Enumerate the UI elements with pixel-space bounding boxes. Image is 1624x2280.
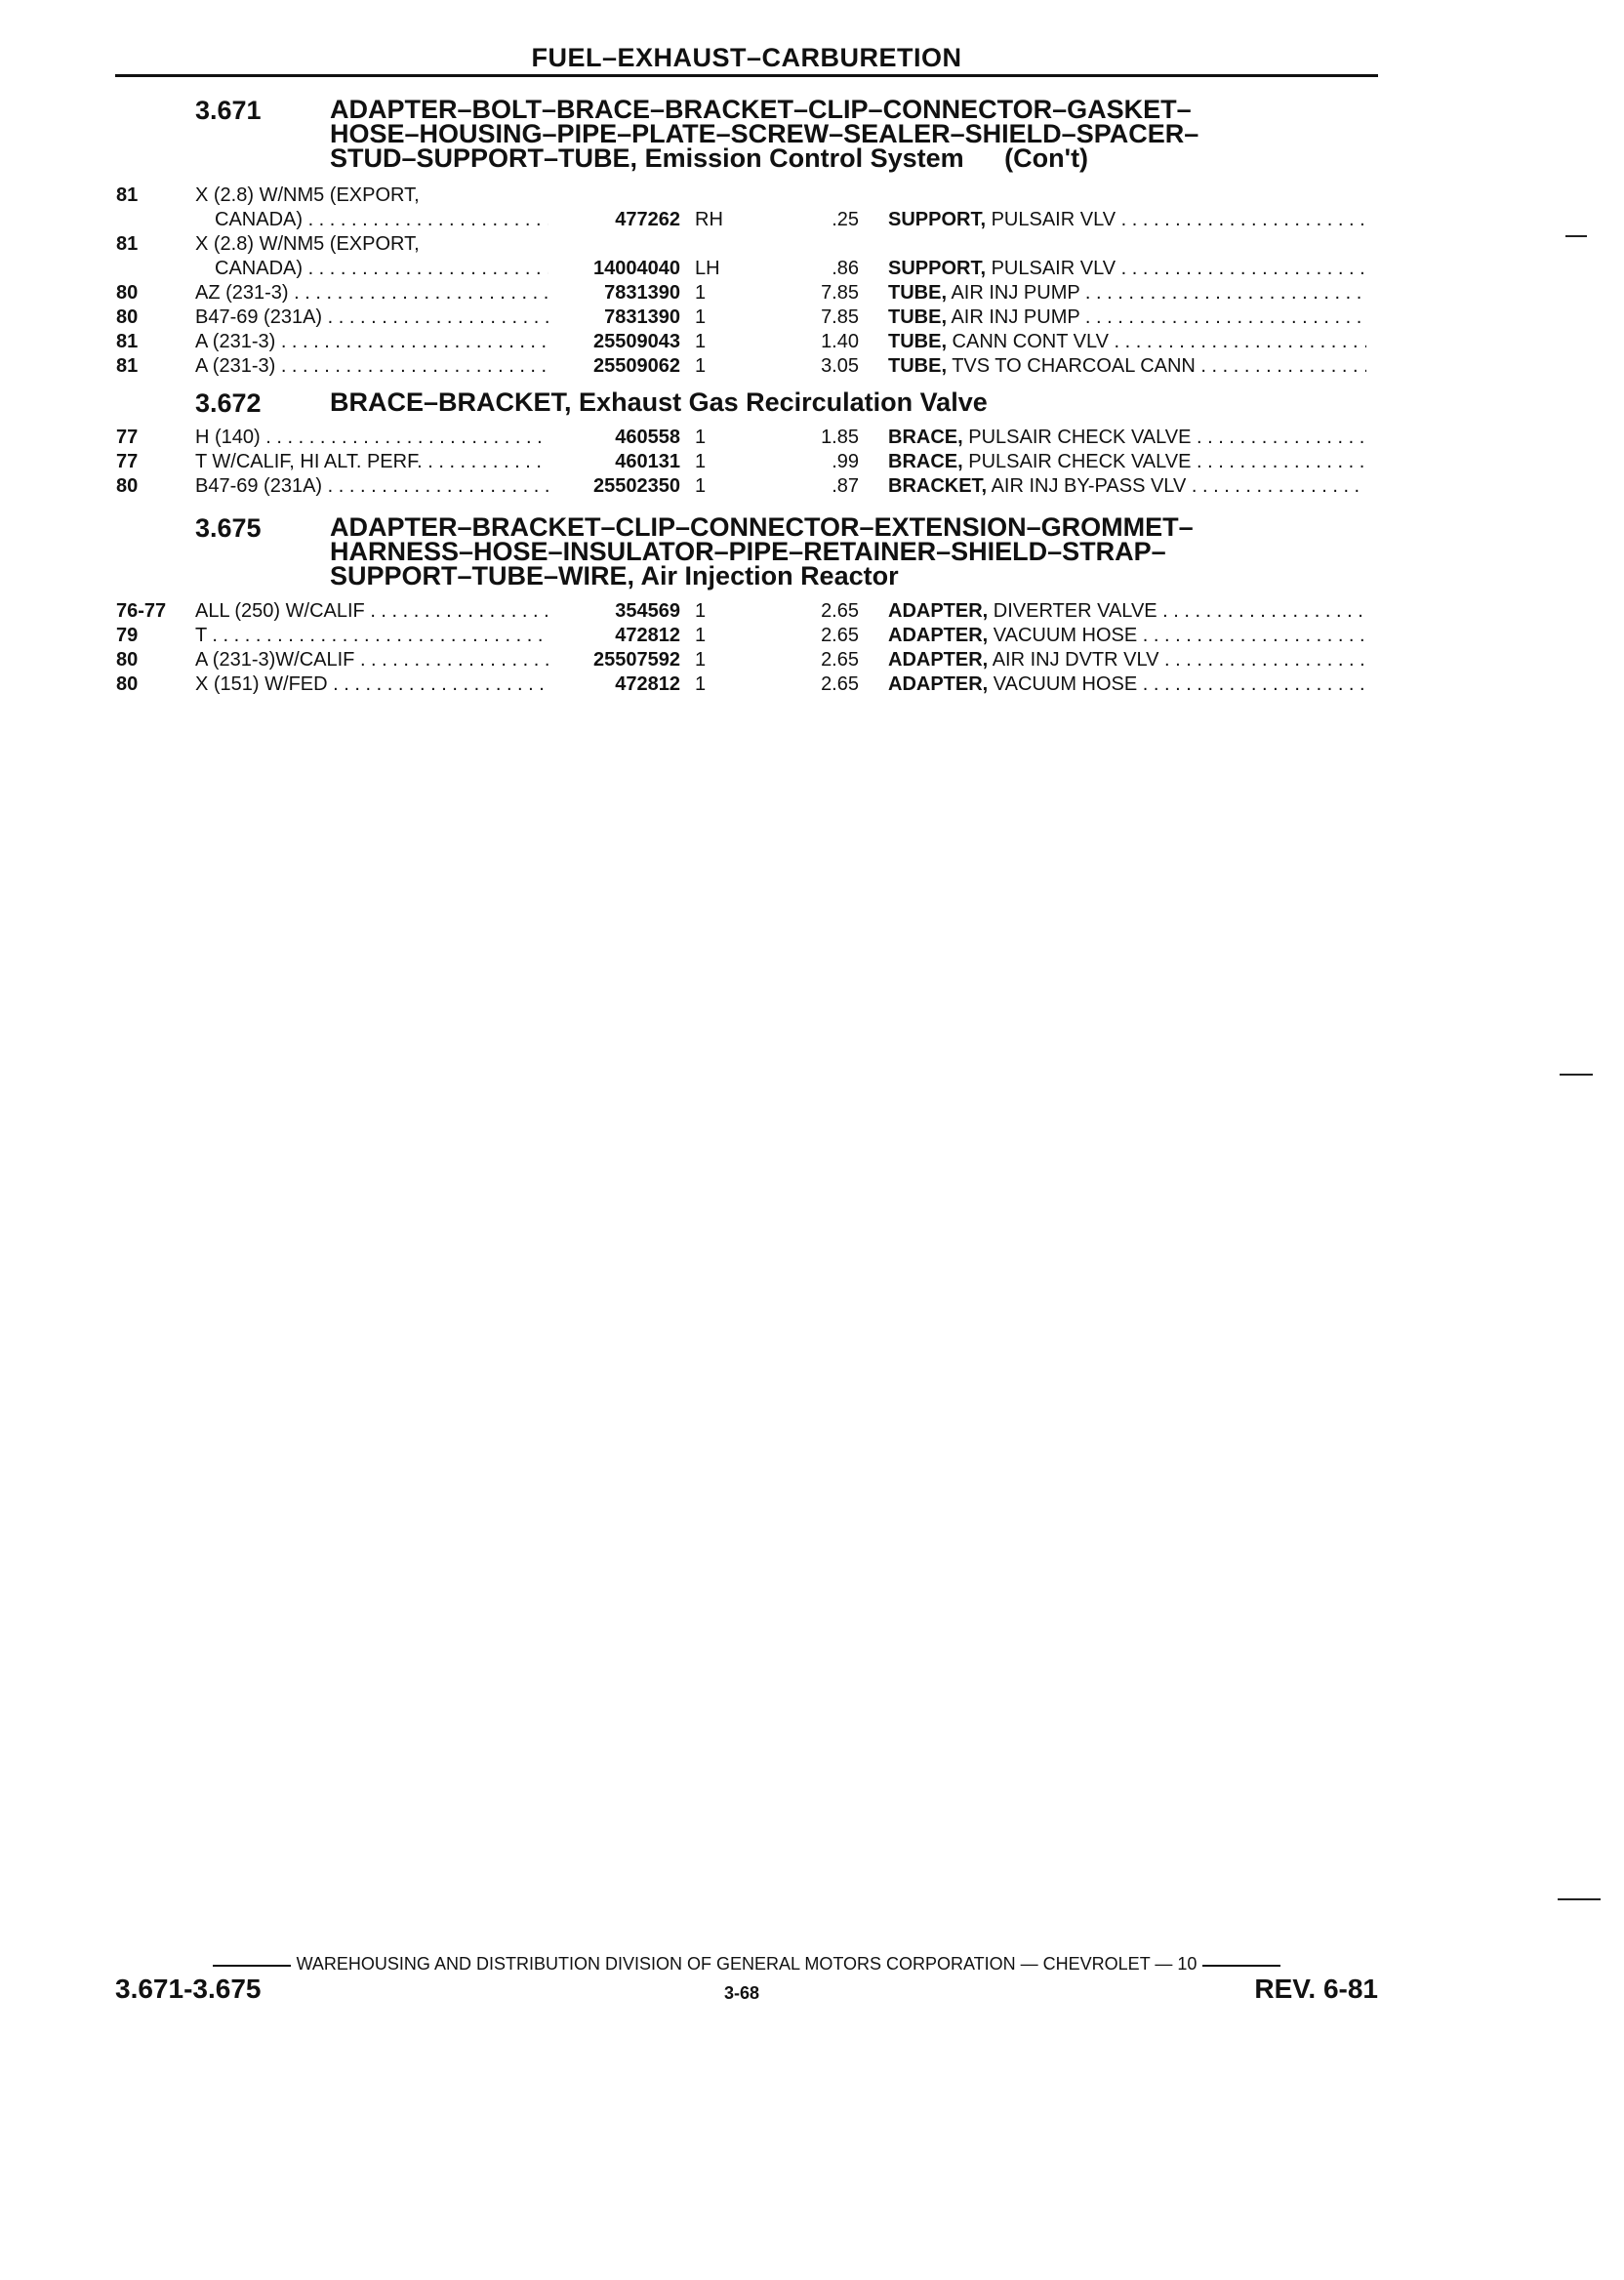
- part-detail: PULSAIR CHECK VALVE . . .: [963, 451, 1366, 472]
- part-number: 25507592: [593, 649, 680, 671]
- price: .86: [832, 258, 859, 279]
- part-detail: PULSAIR VLV . . .: [986, 209, 1366, 230]
- quantity: 1: [695, 649, 707, 671]
- table-row: [0, 305, 1624, 330]
- price: 2.65: [821, 649, 859, 671]
- quantity: 1: [695, 331, 707, 352]
- model-year: 77: [116, 451, 139, 472]
- section-title: [330, 95, 1355, 173]
- table-row: [0, 257, 1624, 281]
- section-title-caps: BRACE–BRACKET,: [330, 387, 572, 417]
- part-detail: PULSAIR CHECK VALVE . . .: [963, 427, 1366, 448]
- section-number: 3.672: [195, 388, 262, 418]
- part-type: BRACKET,: [888, 475, 988, 497]
- application-desc: ALL (250) W/CALIF . . .: [195, 599, 548, 624]
- price: 2.65: [821, 600, 859, 622]
- model-year: 79: [116, 625, 139, 646]
- table-row: [0, 426, 1624, 450]
- application-desc-cont: CANADA) . . .: [195, 208, 548, 232]
- application-desc: A (231-3) . . .: [195, 330, 548, 354]
- table-row: [0, 183, 1624, 208]
- model-year: 80: [116, 673, 139, 695]
- part-detail: AIR INJ PUMP . . .: [947, 282, 1366, 304]
- part-type: ADAPTER,: [888, 600, 989, 622]
- section-title: [330, 512, 1355, 590]
- part-detail: TVS TO CHARCOAL CANN . . .: [947, 355, 1366, 377]
- section-title-subject: Emission Control System: [644, 143, 964, 173]
- part-description: [888, 648, 1366, 672]
- part-description: [888, 624, 1366, 648]
- quantity: 1: [695, 355, 707, 377]
- edge-mark: [1560, 1074, 1593, 1076]
- part-description: [888, 330, 1366, 354]
- part-number: 472812: [615, 673, 680, 695]
- part-number: 25509062: [593, 355, 680, 377]
- section-title-caps: SUPPORT–TUBE–WIRE,: [330, 561, 635, 590]
- price: 2.65: [821, 625, 859, 646]
- footer-rule-right: [1202, 1965, 1280, 1967]
- model-year: 80: [116, 282, 139, 304]
- model-year: 81: [116, 355, 139, 377]
- application-desc: T . . .: [195, 624, 548, 648]
- part-number: 25509043: [593, 331, 680, 352]
- section-title-line: ADAPTER–BRACKET–CLIP–CONNECTOR–EXTENSION–GROMMET–: [330, 512, 1194, 542]
- quantity: 1: [695, 282, 707, 304]
- quantity: 1: [695, 306, 707, 328]
- part-detail: AIR INJ BY-PASS VLV . . .: [987, 475, 1366, 497]
- part-description: [888, 305, 1366, 330]
- application-desc: X (2.8) W/NM5 (EXPORT,: [195, 233, 420, 255]
- part-detail: CANN CONT VLV . . .: [947, 331, 1366, 352]
- part-detail: VACUUM HOSE . . .: [988, 625, 1366, 646]
- edge-mark: [1558, 1898, 1601, 1900]
- table-row: [0, 599, 1624, 624]
- part-number: 460131: [615, 451, 680, 472]
- part-description: [888, 281, 1366, 305]
- model-year: 81: [116, 184, 139, 206]
- table-row: [0, 624, 1624, 648]
- footer-page-number: 3-68: [723, 1983, 760, 2003]
- section-number: 3.675: [195, 513, 262, 543]
- part-description: [888, 450, 1366, 474]
- price: .25: [832, 209, 859, 230]
- quantity: RH: [695, 209, 723, 230]
- part-detail: VACUUM HOSE . . .: [988, 673, 1366, 695]
- part-type: TUBE,: [888, 306, 947, 328]
- part-number: 14004040: [593, 258, 680, 279]
- quantity: 1: [695, 600, 707, 622]
- part-type: BRACE,: [888, 427, 963, 448]
- part-type: ADAPTER,: [888, 649, 989, 671]
- table-row: [0, 354, 1624, 379]
- section-title-line: [330, 387, 1355, 417]
- quantity: LH: [695, 258, 720, 279]
- price: 2.65: [821, 673, 859, 695]
- table-row: [0, 330, 1624, 354]
- section-title-line: ADAPTER–BOLT–BRACE–BRACKET–CLIP–CONNECTOR–GASKET–: [330, 95, 1192, 124]
- section-title-caps: STUD–SUPPORT–TUBE,: [330, 143, 638, 173]
- quantity: 1: [695, 673, 707, 695]
- table-row: [0, 450, 1624, 474]
- edge-mark: [1565, 235, 1587, 237]
- price: 7.85: [821, 306, 859, 328]
- part-description: [888, 426, 1366, 450]
- price: .87: [832, 475, 859, 497]
- application-desc: AZ (231-3) . . .: [195, 281, 548, 305]
- application-desc: A (231-3)W/CALIF . . .: [195, 648, 548, 672]
- model-year: 77: [116, 427, 139, 448]
- part-detail: AIR INJ PUMP . . .: [947, 306, 1366, 328]
- part-type: TUBE,: [888, 282, 947, 304]
- part-type: ADAPTER,: [888, 625, 989, 646]
- footer-rule-left: [213, 1965, 291, 1967]
- model-year: 80: [116, 649, 139, 671]
- part-type: TUBE,: [888, 331, 947, 352]
- price: 3.05: [821, 355, 859, 377]
- continued-label: (Con't): [1004, 143, 1089, 173]
- application-desc: X (2.8) W/NM5 (EXPORT,: [195, 184, 420, 206]
- part-description: [888, 474, 1366, 499]
- application-desc-cont: CANADA) . . .: [195, 257, 548, 281]
- section-title-line: [330, 561, 1355, 590]
- table-row: [0, 474, 1624, 499]
- part-type: TUBE,: [888, 355, 947, 377]
- price: 7.85: [821, 282, 859, 304]
- part-detail: AIR INJ DVTR VLV . . .: [988, 649, 1366, 671]
- part-type: ADAPTER,: [888, 673, 989, 695]
- page-header: FUEL–EXHAUST–CARBURETION: [531, 43, 962, 72]
- header-rule: [115, 74, 1378, 77]
- part-description: [888, 672, 1366, 697]
- application-desc: X (151) W/FED . . .: [195, 672, 548, 697]
- part-number: 460558: [615, 427, 680, 448]
- application-desc: T W/CALIF, HI ALT. PERF. . . .: [195, 450, 548, 474]
- section-title-line: [330, 143, 1355, 173]
- model-year: 80: [116, 306, 139, 328]
- part-type: SUPPORT,: [888, 209, 987, 230]
- model-year: 81: [116, 233, 139, 255]
- section-title-line: HOSE–HOUSING–PIPE–PLATE–SCREW–SEALER–SHIELD–SPACER–: [330, 119, 1199, 148]
- table-row: [0, 281, 1624, 305]
- price: 1.40: [821, 331, 859, 352]
- price: .99: [832, 451, 859, 472]
- model-year: 76-77: [116, 600, 167, 622]
- section-title-subject: Exhaust Gas Recirculation Valve: [579, 387, 988, 417]
- section-number: 3.671: [195, 96, 262, 125]
- price: 1.85: [821, 427, 859, 448]
- part-number: 472812: [615, 625, 680, 646]
- section-title-line: HARNESS–HOSE–INSULATOR–PIPE–RETAINER–SHIELD–STRAP–: [330, 537, 1166, 566]
- footer-revision: REV. 6-81: [1254, 1974, 1378, 2004]
- part-type: SUPPORT,: [888, 258, 987, 279]
- part-detail: PULSAIR VLV . . .: [986, 258, 1366, 279]
- part-description: [888, 208, 1366, 232]
- table-row: [0, 208, 1624, 232]
- part-description: [888, 257, 1366, 281]
- quantity: 1: [695, 475, 707, 497]
- footer-section-range: 3.671-3.675: [115, 1974, 262, 2004]
- model-year: 81: [116, 331, 139, 352]
- quantity: 1: [695, 427, 707, 448]
- section-title-subject: Air Injection Reactor: [640, 561, 899, 590]
- quantity: 1: [695, 625, 707, 646]
- footer-division: [115, 1954, 1378, 1975]
- part-number: 477262: [615, 209, 680, 230]
- model-year: 80: [116, 475, 139, 497]
- part-detail: DIVERTER VALVE . . .: [988, 600, 1366, 622]
- table-row: [0, 648, 1624, 672]
- part-number: 25502350: [593, 475, 680, 497]
- part-description: [888, 354, 1366, 379]
- application-desc: H (140) . . .: [195, 426, 548, 450]
- application-desc: B47-69 (231A) . . .: [195, 474, 548, 499]
- part-description: [888, 599, 1366, 624]
- section-title: [330, 387, 1355, 417]
- part-number: 7831390: [604, 282, 680, 304]
- part-number: 354569: [615, 600, 680, 622]
- part-type: BRACE,: [888, 451, 963, 472]
- application-desc: A (231-3) . . .: [195, 354, 548, 379]
- table-row: [0, 232, 1624, 257]
- application-desc: B47-69 (231A) . . .: [195, 305, 548, 330]
- table-row: [0, 672, 1624, 697]
- part-number: 7831390: [604, 306, 680, 328]
- footer-division-text: WAREHOUSING AND DISTRIBUTION DIVISION OF GENERAL MOTORS CORPORATION — CHEVROLET — 10: [296, 1954, 1198, 1974]
- quantity: 1: [695, 451, 707, 472]
